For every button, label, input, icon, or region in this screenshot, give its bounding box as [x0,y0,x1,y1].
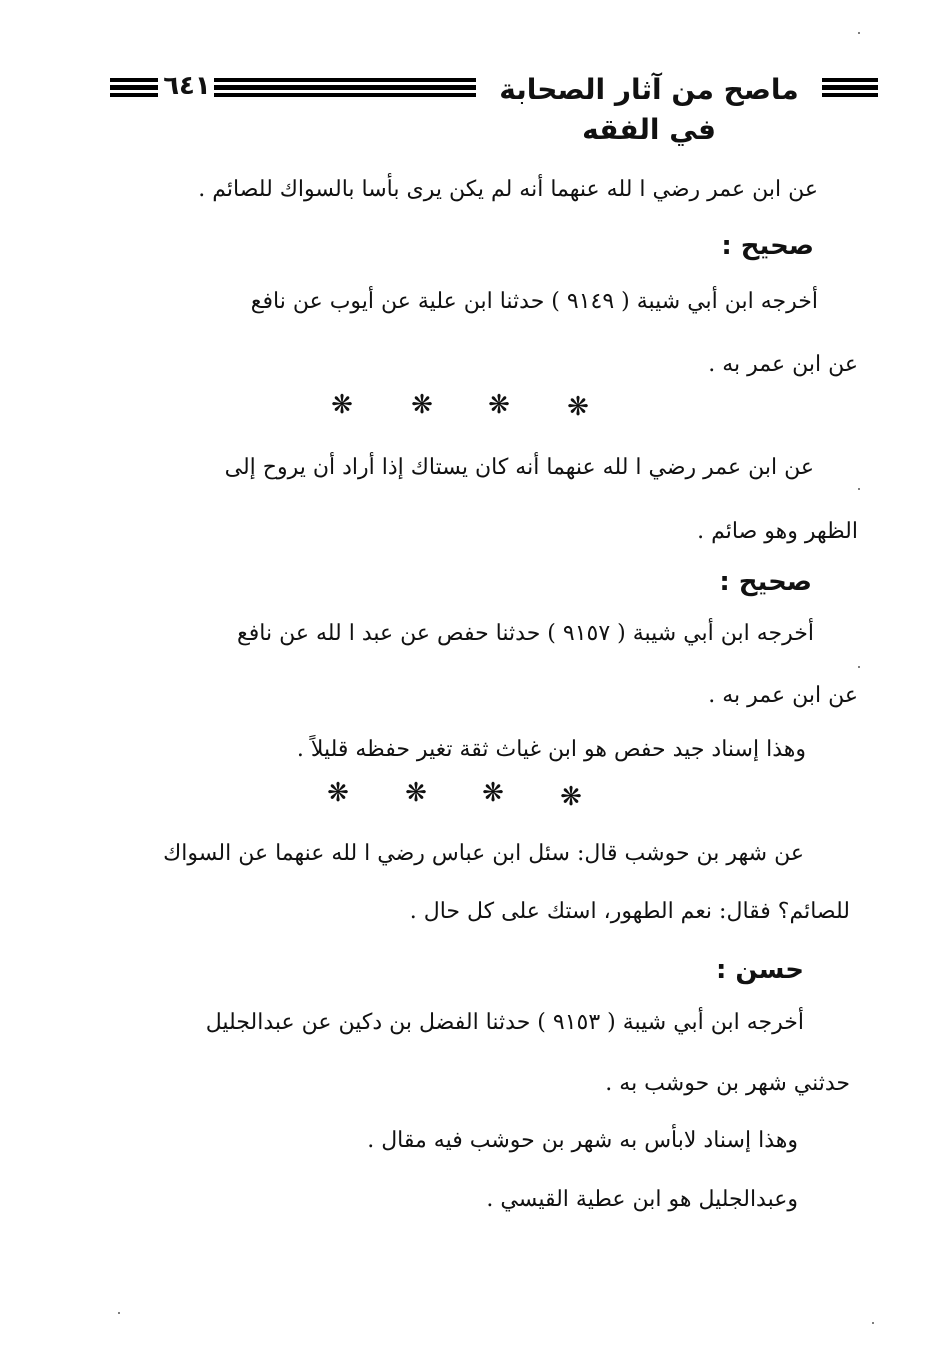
scan-speckle [858,666,860,668]
commentary-line: وعبدالجليل هو ابن عطية القيسي . [486,1187,798,1212]
commentary-line: وهذا إسناد جيد حفص هو ابن غياث ثقة تغير حفظه قليلاً . [296,737,806,762]
takhrij-line: أخرجه ابن أبي شيبة ( ٩١٤٩ ) حدثنا ابن علية عن أيوب عن نافع [250,289,818,314]
takhrij-line: أخرجه ابن أبي شيبة ( ٩١٥٣ ) حدثنا الفضل بن دكين عن عبدالجليل [205,1010,804,1035]
separator-ornament: ❋ [331,390,353,420]
scan-speckle [858,488,860,490]
scan-speckle [872,1322,874,1324]
narration-line: عن ابن عمر رضي ا لله عنهما أنه كان يستاك إذا أراد أن يروح إلى [224,455,814,480]
header-rule-middle [214,78,476,98]
separator-ornament: ❋ [488,390,510,420]
narration-line: للصائم؟ فقال: نعم الطهور، استك على كل حال . [409,899,850,924]
narration-line: عن ابن عمر رضي ا لله عنهما أنه لم يكن يرى بأسا بالسواك للصائم . [198,177,818,202]
header-rule-right [822,78,878,98]
book-title: ماصح من آثار الصحابة في الفقه [499,73,799,146]
separator-ornament: ❋ [482,778,504,808]
takhrij-line: أخرجه ابن أبي شيبة ( ٩١٥٧ ) حدثنا حفص عن عبد ا لله عن نافع [237,621,814,646]
scan-speckle [858,32,860,34]
commentary-line: وهذا إسناد لابأس به شهر بن حوشب فيه مقال . [367,1128,798,1153]
separator-ornament: ❋ [560,782,582,812]
separator-ornament: ❋ [411,390,433,420]
separator-ornament: ❋ [405,778,427,808]
grade-label: صحيح : [719,567,812,597]
scan-speckle [118,1312,120,1314]
narration-line: عن شهر بن حوشب قال: سئل ابن عباس رضي ا لله عنهما عن السواك [163,841,804,866]
takhrij-line: عن ابن عمر به . [708,683,858,708]
running-header [100,66,878,146]
separator-ornament: ❋ [567,392,589,422]
takhrij-line: عن ابن عمر به . [708,352,858,377]
page-number: ٦٤١ [163,71,211,101]
header-rule-left [110,78,158,98]
separator-ornament: ❋ [327,778,349,808]
grade-label: صحيح : [721,231,814,261]
narration-line: الظهر وهو صائم . [697,519,858,544]
takhrij-line: حدثني شهر بن حوشب به . [605,1071,850,1096]
grade-label: حسن : [715,955,804,985]
